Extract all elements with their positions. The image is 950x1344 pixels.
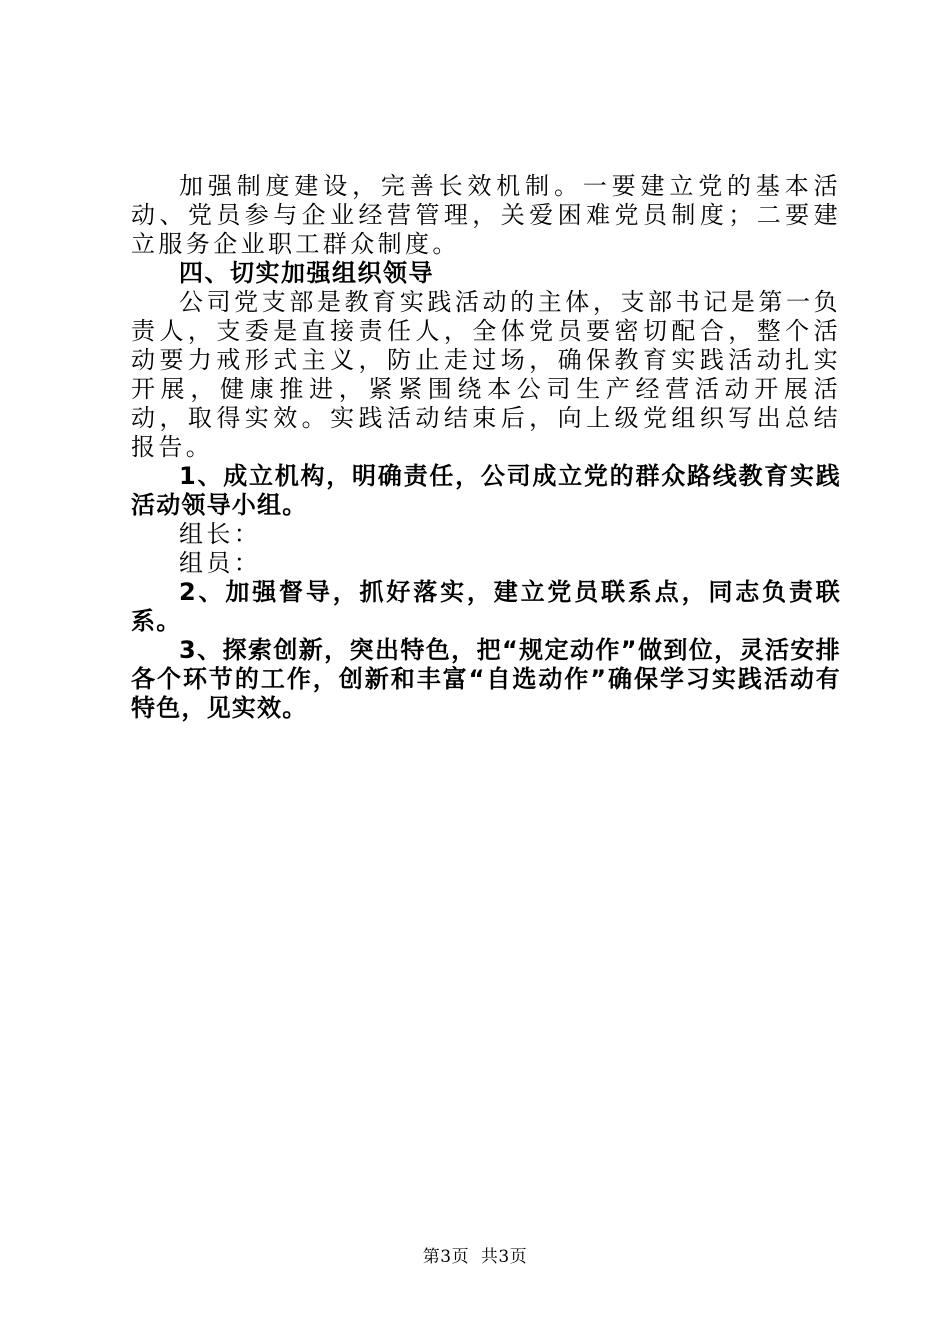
item-1-establish-organization: 1、成立机构，明确责任，公司成立党的群众路线教育实践活动领导小组。 bbox=[131, 462, 841, 519]
paragraph-system-building: 加强制度建设，完善长效机制。一要建立党的基本活动、党员参与企业经营管理，关爱困难党员制度；二要建立服务企业职工群众制度。 bbox=[131, 172, 841, 258]
section-heading-organization: 四、切实加强组织领导 bbox=[179, 259, 434, 287]
item-3-innovation: 3、探索创新，突出特色，把“规定动作”做到位，灵活安排各个环节的工作，创新和丰富“自选动作”确保学习实践活动有特色，见实效。 bbox=[131, 636, 841, 722]
paragraph-party-branch-responsibility: 公司党支部是教育实践活动的主体，支部书记是第一负责人，支委是直接责任人，全体党员要密切配合，整个活动要力戒形式主义，防止走过场，确保教育实践活动扎实开展，健康推进，紧紧围绕本公司生产经营活动开展活动，取得实效。实践活动结束后，向上级党组织写出总结报告。 bbox=[131, 288, 841, 461]
page-total: 共3页 bbox=[480, 1247, 528, 1267]
team-leader-label: 组长： bbox=[179, 520, 262, 548]
page-footer bbox=[0, 1242, 950, 1267]
team-members-label: 组员： bbox=[179, 549, 262, 577]
item-2-supervision: 2、加强督导，抓好落实，建立党员联系点，同志负责联系。 bbox=[131, 578, 841, 635]
page-number: 第3页 bbox=[422, 1247, 470, 1267]
document-body bbox=[131, 172, 841, 723]
